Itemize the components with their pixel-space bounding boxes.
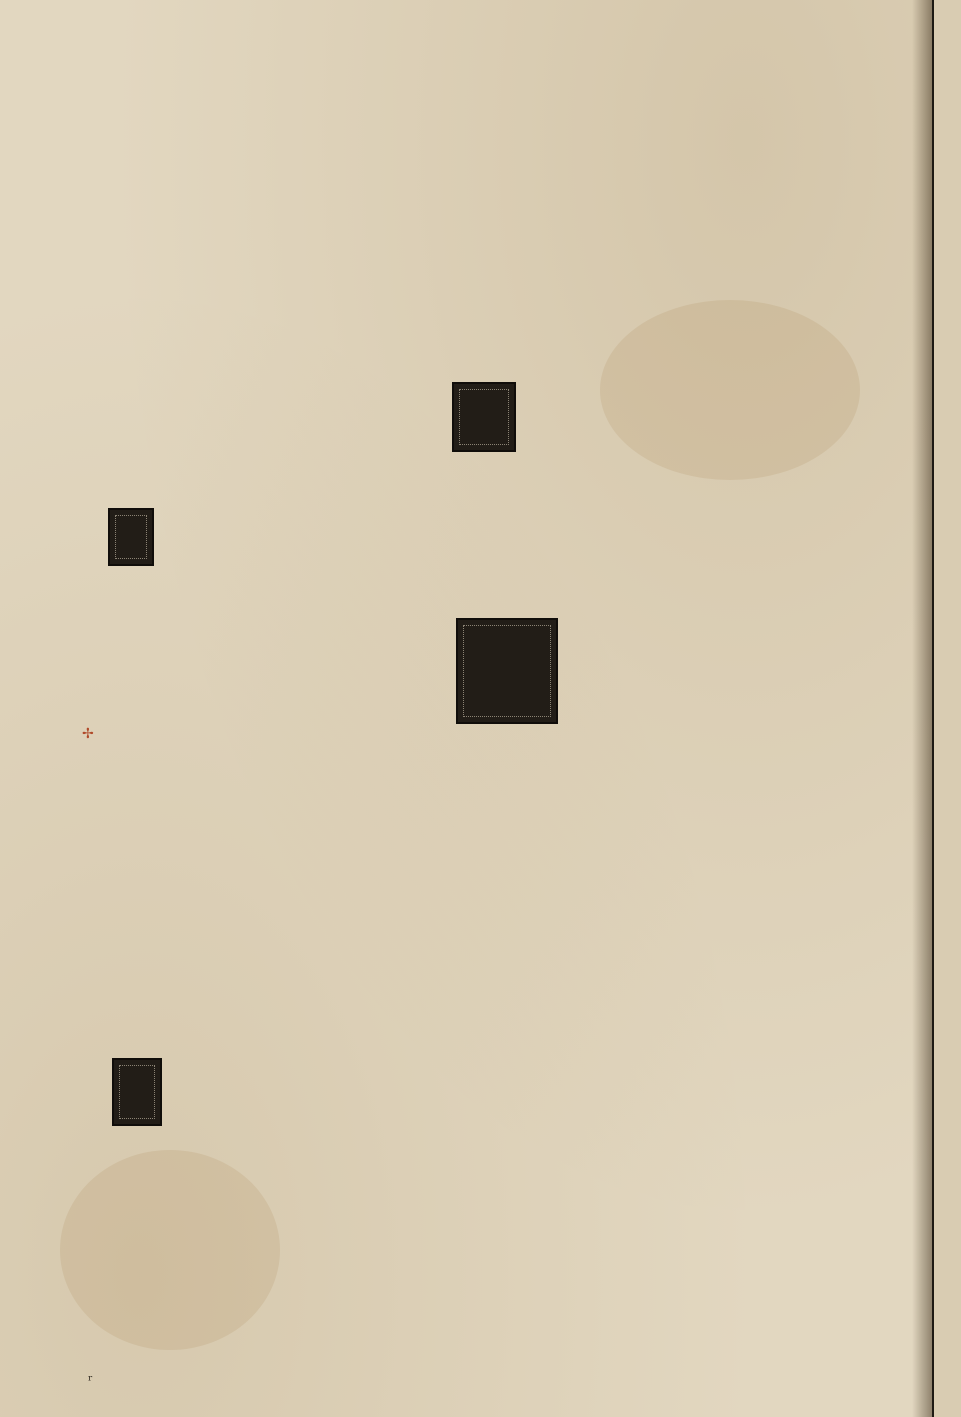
- paper-stain: [600, 300, 860, 480]
- ink-mark: ʳ: [88, 1373, 93, 1389]
- page-gutter-shadow: [912, 0, 932, 1417]
- paper-stain: [60, 1150, 280, 1350]
- red-ink-mark: ✢: [82, 726, 94, 742]
- decorated-initial-commentary-bottom: [112, 1058, 162, 1126]
- decorated-initial-chapter: [456, 618, 558, 724]
- decorated-initial-diana: [452, 382, 516, 452]
- facing-page-edge: [934, 0, 961, 1417]
- decorated-initial-commentary: [108, 508, 154, 566]
